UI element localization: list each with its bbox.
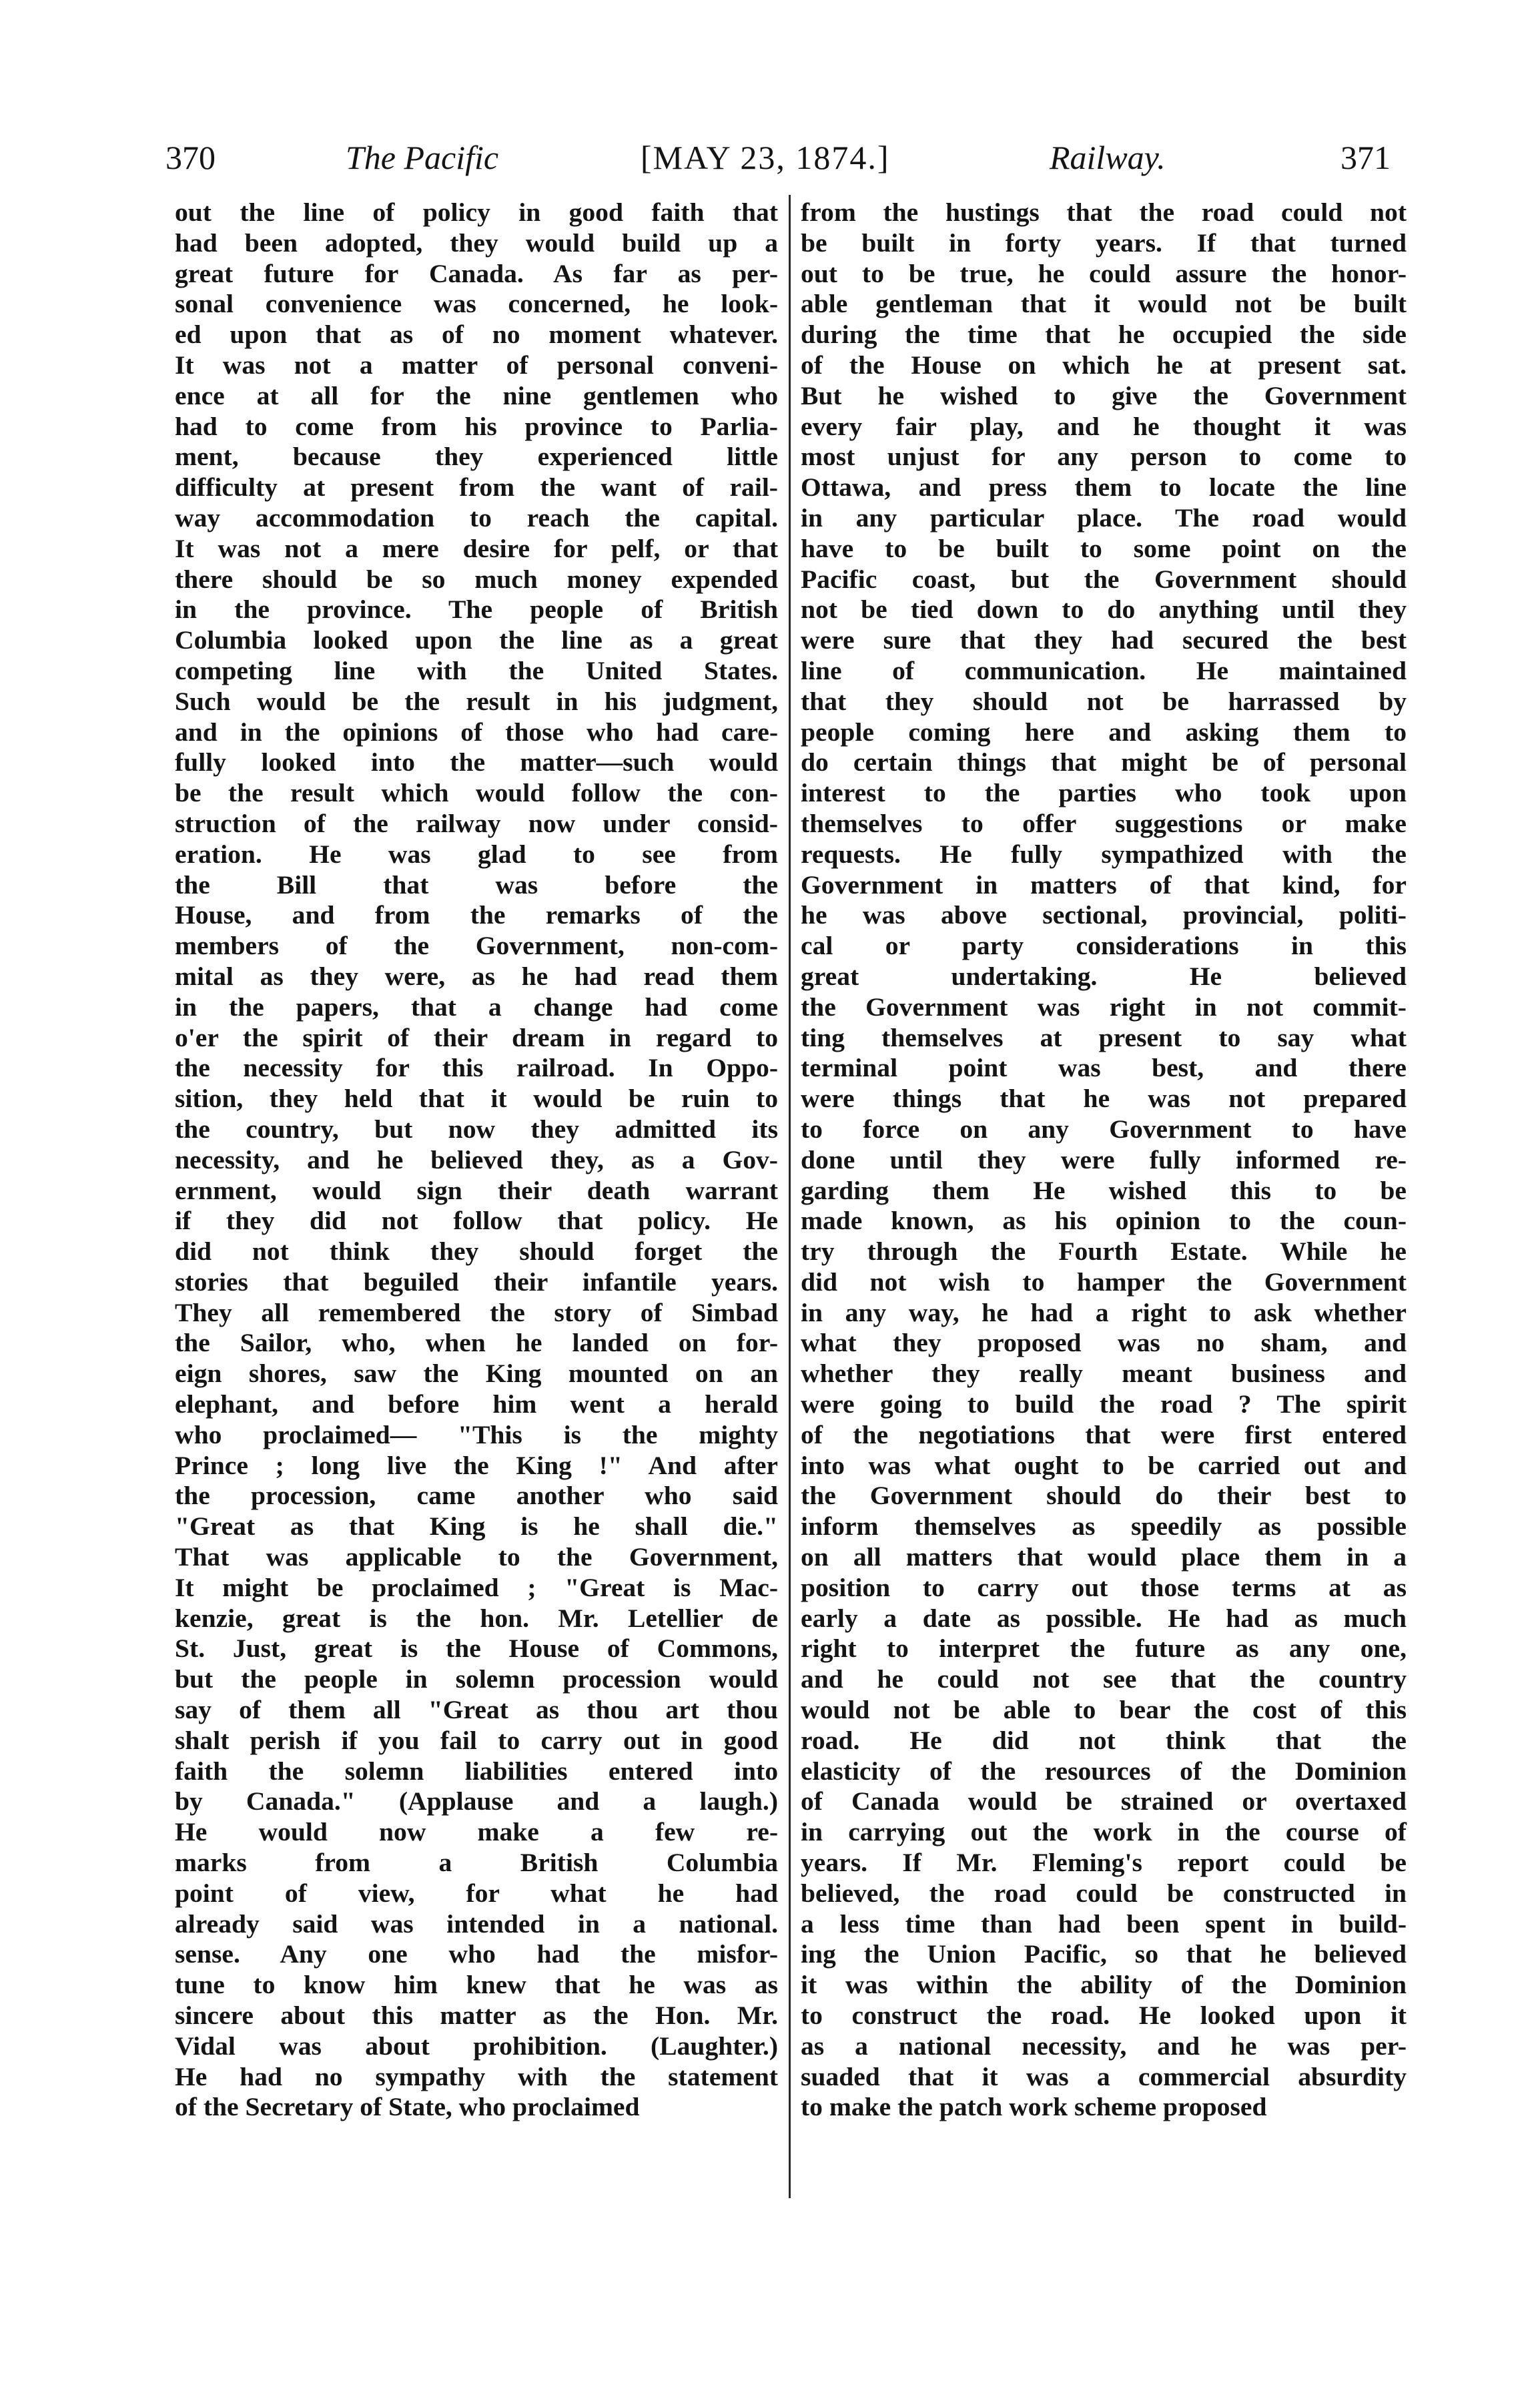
text-line: ed upon that as of no moment whatever. — [175, 320, 778, 350]
text-line: the country, but now they admitted its — [175, 1114, 778, 1144]
text-line: into was what ought to be carried out and — [801, 1450, 1407, 1480]
text-line: Prince ; long live the King !" And after — [175, 1450, 778, 1480]
text-line: garding them He wished this to be — [801, 1175, 1407, 1205]
text-line: line of communication. He maintained — [801, 655, 1407, 685]
text-line: Government in matters of that kind, for — [801, 870, 1407, 900]
text-line: But he wished to give the Government — [801, 380, 1407, 410]
text-line: on all matters that would place them in a — [801, 1542, 1407, 1572]
text-line: Columbia looked upon the line as a great — [175, 625, 778, 655]
text-line: great future for Canada. As far as per- — [175, 258, 778, 288]
text-line: ting themselves at present to say what — [801, 1022, 1407, 1052]
text-line: That was applicable to the Government, — [175, 1542, 778, 1572]
text-line: were going to build the road ? The spirit — [801, 1389, 1407, 1419]
text-line: in the province. The people of British — [175, 595, 778, 625]
text-line: did not think they should forget the — [175, 1237, 778, 1267]
text-line: ing the Union Pacific, so that he believed — [801, 1939, 1407, 1969]
text-line: do certain things that might be of personal — [801, 747, 1407, 777]
right-page-number: 371 — [1340, 139, 1391, 176]
text-line: They all remembered the story of Simbad — [175, 1297, 778, 1327]
text-line: not be tied down to do anything until they — [801, 595, 1407, 625]
text-line: ence at all for the nine gentlemen who — [175, 380, 778, 410]
text-line: House, and from the remarks of the — [175, 900, 778, 930]
text-line: terminal point was best, and there — [801, 1053, 1407, 1083]
text-line: out the line of policy in good faith that — [175, 198, 778, 227]
text-line: in carrying out the work in the course of — [801, 1817, 1407, 1847]
text-line: what they proposed was no sham, and — [801, 1328, 1407, 1358]
text-line: shalt perish if you fail to carry out in good — [175, 1725, 778, 1755]
text-line: the Government should do their best to — [801, 1481, 1407, 1511]
text-line: the Bill that was before the — [175, 870, 778, 900]
text-line: faith the solemn liabilities entered into — [175, 1756, 778, 1786]
text-line: were things that he was not prepared — [801, 1084, 1407, 1114]
text-line: members of the Government, non-com- — [175, 931, 778, 961]
right-text-column — [801, 198, 1407, 2123]
text-line: difficulty at present from the want of rail- — [175, 472, 778, 502]
text-line: did not wish to hamper the Government — [801, 1267, 1407, 1297]
text-line: and in the opinions of those who had care- — [175, 717, 778, 747]
text-line: early a date as possible. He had as much — [801, 1603, 1407, 1633]
text-line: elasticity of the resources of the Dominion — [801, 1756, 1407, 1786]
text-line: way accommodation to reach the capital. — [175, 502, 778, 533]
text-line: He would now make a few re- — [175, 1817, 778, 1847]
text-line: years. If Mr. Fleming's report could be — [801, 1848, 1407, 1878]
text-line: requests. He fully sympathized with the — [801, 839, 1407, 869]
text-line: most unjust for any person to come to — [801, 442, 1407, 472]
issue-date: [MAY 23, 1874.] — [641, 139, 890, 176]
text-line: cal or party considerations in this — [801, 931, 1407, 961]
text-line: sincere about this matter as the Hon. Mr. — [175, 2001, 778, 2031]
text-line: that they should not be harrassed by — [801, 686, 1407, 716]
text-line: the procession, came another who said — [175, 1481, 778, 1511]
text-line: whether they really meant business and — [801, 1359, 1407, 1389]
text-line: in the papers, that a change had come — [175, 992, 778, 1022]
text-line: were sure that they had secured the best — [801, 625, 1407, 655]
text-line: great undertaking. He believed — [801, 961, 1407, 991]
text-line: necessity, and he believed they, as a Gov- — [175, 1144, 778, 1174]
text-line: if they did not follow that policy. He — [175, 1206, 778, 1236]
text-line: but the people in solemn procession would — [175, 1664, 778, 1694]
text-line: of the Secretary of State, who proclaimed — [175, 2092, 640, 2122]
text-line: inform themselves as speedily as possible — [801, 1511, 1407, 1542]
text-line: right to interpret the future as any one, — [801, 1634, 1407, 1664]
text-line: he was above sectional, provincial, politi- — [801, 900, 1407, 930]
text-line: sense. Any one who had the misfor- — [175, 1939, 778, 1969]
text-line: Ottawa, and press them to locate the line — [801, 472, 1407, 502]
text-line: position to carry out those terms at as — [801, 1572, 1407, 1602]
text-line: point of view, for what he had — [175, 1878, 778, 1908]
text-line: of Canada would be strained or overtaxed — [801, 1786, 1407, 1816]
text-line: struction of the railway now under consid- — [175, 808, 778, 838]
text-line: marks from a British Columbia — [175, 1848, 778, 1878]
text-line: done until they were fully informed re- — [801, 1144, 1407, 1174]
text-line: It might be proclaimed ; "Great is Mac- — [175, 1572, 778, 1602]
text-line: road. He did not think that the — [801, 1725, 1407, 1755]
text-line: It was not a matter of personal conveni- — [175, 350, 778, 380]
text-line: "Great as that King is he shall die." — [175, 1511, 778, 1542]
text-line: Pacific coast, but the Government should — [801, 564, 1407, 594]
text-line: of the House on which he at present sat. — [801, 350, 1407, 380]
text-line: people coming here and asking them to — [801, 717, 1407, 747]
text-line: to make the patch work scheme proposed — [801, 2092, 1267, 2122]
text-line: mital as they were, as he had read them — [175, 961, 778, 991]
page-header — [165, 131, 1391, 184]
text-line: and he could not see that the country — [801, 1664, 1407, 1694]
text-line: tune to know him knew that he was as — [175, 1970, 778, 2000]
text-line: o'er the spirit of their dream in regard to — [175, 1022, 778, 1052]
text-line: sonal convenience was concerned, he look- — [175, 289, 778, 319]
text-line: able gentleman that it would not be built — [801, 289, 1407, 319]
left-running-title: The Pacific — [346, 139, 499, 176]
text-line: interest to the parties who took upon — [801, 778, 1407, 808]
text-line: in any way, he had a right to ask whether — [801, 1297, 1407, 1327]
text-line: it was within the ability of the Dominion — [801, 1970, 1407, 2000]
text-line: Vidal was about prohibition. (Laughter.) — [175, 2031, 778, 2061]
text-line: to force on any Government to have — [801, 1114, 1407, 1144]
text-line: elephant, and before him went a herald — [175, 1389, 778, 1419]
text-line: by Canada." (Applause and a laugh.) — [175, 1786, 778, 1816]
text-line: ernment, would sign their death warrant — [175, 1175, 778, 1205]
text-line: He had no sympathy with the statement — [175, 2061, 778, 2091]
text-line: as a national necessity, and he was per- — [801, 2031, 1407, 2061]
text-line: a less time than had been spent in build- — [801, 1909, 1407, 1939]
left-text-column — [175, 198, 778, 2123]
text-line: the Government was right in not commit- — [801, 992, 1407, 1022]
text-line: ment, because they experienced little — [175, 442, 778, 472]
text-line: out to be true, he could assure the honor- — [801, 258, 1407, 288]
text-line: competing line with the United States. — [175, 655, 778, 685]
text-line: had been adopted, they would build up a — [175, 228, 778, 258]
text-line: the necessity for this railroad. In Oppo- — [175, 1053, 778, 1083]
text-line: from the hustings that the road could not — [801, 198, 1407, 227]
text-line: themselves to offer suggestions or make — [801, 808, 1407, 838]
text-line: say of them all "Great as thou art thou — [175, 1695, 778, 1725]
text-line: fully looked into the matter—such would — [175, 747, 778, 777]
text-line: It was not a mere desire for pelf, or that — [175, 533, 778, 563]
text-line: sition, they held that it would be ruin to — [175, 1084, 778, 1114]
text-line: of the negotiations that were first entered — [801, 1419, 1407, 1449]
text-line: would not be able to bear the cost of this — [801, 1695, 1407, 1725]
text-line: suaded that it was a commercial absurdity — [801, 2061, 1407, 2091]
text-line: have to be built to some point on the — [801, 533, 1407, 563]
text-line: Such would be the result in his judgment, — [175, 686, 778, 716]
text-line: stories that beguiled their infantile years. — [175, 1267, 778, 1297]
text-line: made known, as his opinion to the coun- — [801, 1206, 1407, 1236]
text-line: eration. He was glad to see from — [175, 839, 778, 869]
text-line: already said was intended in a national. — [175, 1909, 778, 1939]
text-line: every fair play, and he thought it was — [801, 411, 1407, 441]
text-line: the Sailor, who, when he landed on for- — [175, 1328, 778, 1358]
text-line: believed, the road could be constructed in — [801, 1878, 1407, 1908]
text-line: St. Just, great is the House of Commons, — [175, 1634, 778, 1664]
text-line: who proclaimed— "This is the mighty — [175, 1419, 778, 1449]
right-running-title: Railway. — [1050, 139, 1166, 176]
text-line: kenzie, great is the hon. Mr. Letellier de — [175, 1603, 778, 1633]
text-line: be built in forty years. If that turned — [801, 228, 1407, 258]
left-page-number: 370 — [165, 139, 216, 176]
text-line: to construct the road. He looked upon it — [801, 2001, 1407, 2031]
text-line: had to come from his province to Parlia- — [175, 411, 778, 441]
text-line: in any particular place. The road would — [801, 502, 1407, 533]
text-line: there should be so much money expended — [175, 564, 778, 594]
text-line: during the time that he occupied the side — [801, 320, 1407, 350]
text-line: eign shores, saw the King mounted on an — [175, 1359, 778, 1389]
text-line: try through the Fourth Estate. While he — [801, 1237, 1407, 1267]
text-line: be the result which would follow the con- — [175, 778, 778, 808]
column-divider — [789, 195, 791, 2198]
